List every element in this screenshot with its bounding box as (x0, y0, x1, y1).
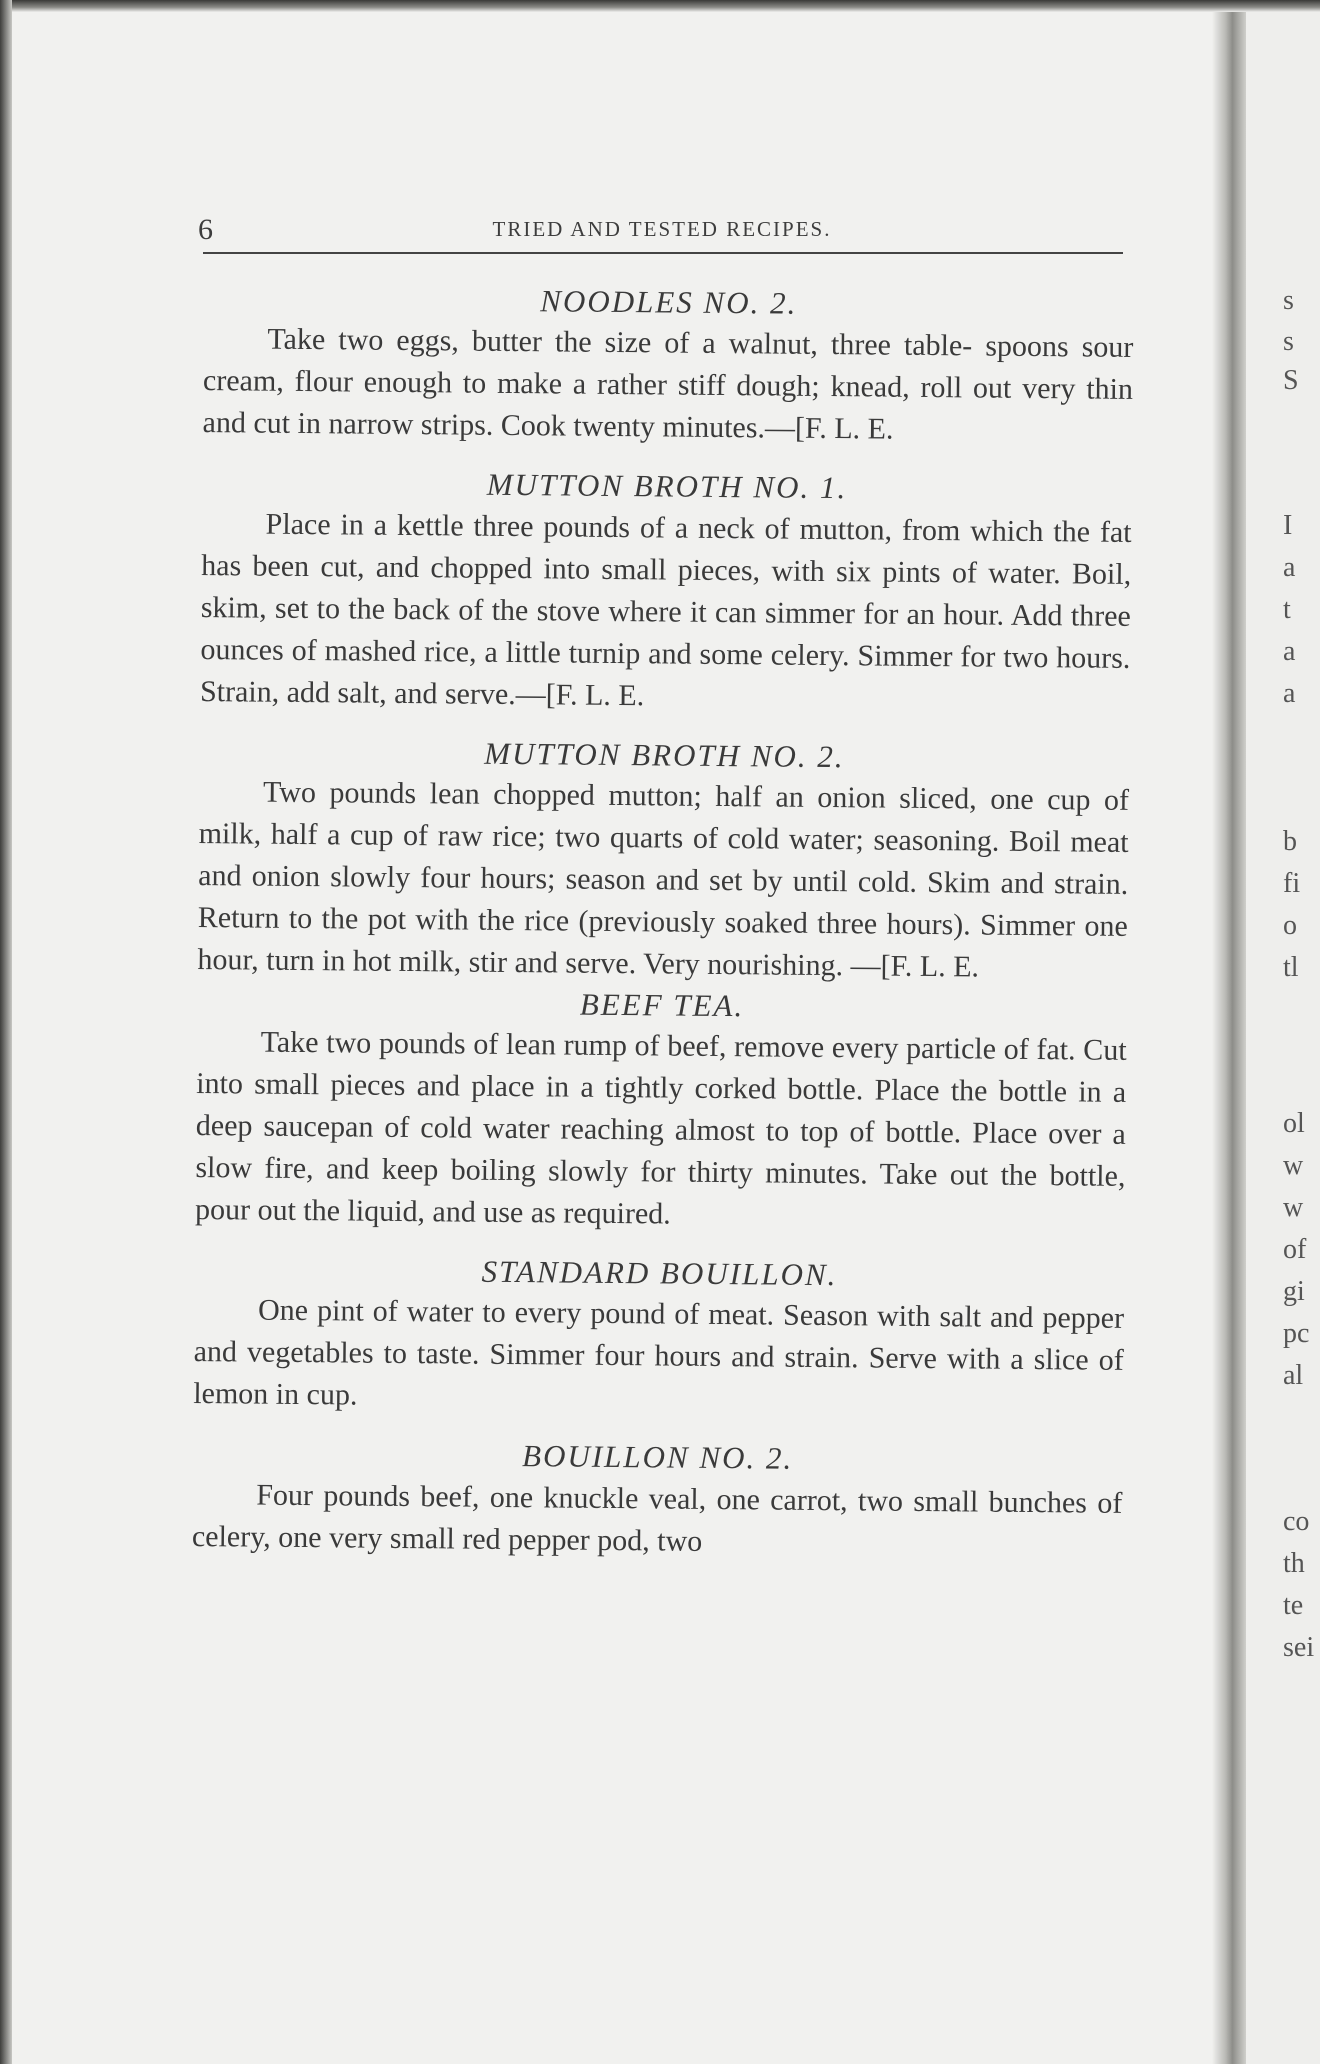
recipe-text-block (192, 278, 1134, 1567)
facing-page-fragment: w (1283, 1192, 1304, 1223)
facing-page-fragment: a (1283, 636, 1296, 667)
facing-page-fragment: tl (1283, 952, 1299, 983)
facing-page-fragment: th (1283, 1548, 1305, 1579)
facing-page-fragment: sei (1283, 1632, 1315, 1663)
page-number: 6 (198, 213, 213, 246)
recipe-title: BEEF TEA. (579, 986, 745, 1024)
book-gutter (1212, 0, 1246, 2064)
facing-page-fragment: al (1283, 1360, 1304, 1391)
recipe-body: Four pounds beef, one knuckle veal, one carrot, two small bunches of celery, one very small red pepper pod, two (191, 1478, 1123, 1558)
recipe-body: Two pounds lean chopped mutton; half an onion sliced, one cup of milk, half a cup of raw rice; two quarts of cold water; seasoning. Boil meat and onion slowly four hours; season and set by until cold. Skim and strain. Return to the pot with the rice (previously soaked three hours). Simmer one hour, turn in hot milk, stir and serve. Very nourishing. —[F. L. E. (197, 775, 1130, 984)
facing-page-fragment: w (1283, 1150, 1304, 1181)
recipe-body: Place in a kettle three pounds of a neck of mutton, from which the fat has been cut, and chopped into small pieces, with six pints of water. Boil, skim, set to the back of the stove where it can simmer for an hour. Add three ounces of mashed rice, a little turnip and some celery. Simmer for two hours. Strain, add salt, and serve.—[F. L. E. (199, 507, 1132, 712)
header-rule (203, 252, 1123, 254)
facing-page-fragment: s (1283, 285, 1294, 316)
facing-page-fragment: te (1283, 1590, 1304, 1621)
facing-page-fragment: of (1283, 1234, 1307, 1265)
scan-top-edge (0, 0, 1320, 12)
scan-left-edge (0, 0, 12, 2064)
facing-page-fragment: a (1283, 552, 1296, 583)
facing-page-fragment: ol (1283, 1108, 1305, 1139)
recipe-body: Take two eggs, butter the size of a walnut, three table- spoons sour cream, flour enough to make a rather stiff dough; knead, roll out very thin and cut in narrow strips. Cook twenty minutes.—[F. L. E. (202, 322, 1134, 446)
facing-page-fragment: S (1283, 365, 1299, 396)
recipe-title: MUTTON BROTH NO. 2. (484, 735, 845, 774)
recipe-body: One pint of water to every pound of meat. Season with salt and pepper and vegetables to taste. Simmer four hours and strain. Serve with a slice of lemon in cup. (193, 1294, 1125, 1413)
recipe-title: NOODLES NO. 2. (540, 283, 798, 321)
facing-page-fragment: pc (1283, 1318, 1310, 1349)
facing-page-fragment: s (1283, 326, 1294, 357)
recipe-title: BOUILLON NO. 2. (521, 1438, 794, 1477)
facing-page-fragment: co (1283, 1506, 1310, 1537)
recipe-title: MUTTON BROTH NO. 1. (486, 467, 848, 506)
facing-page-fragment: o (1283, 910, 1297, 941)
facing-page-fragment: t (1283, 594, 1291, 625)
page-header (198, 205, 1126, 245)
recipe-title: STANDARD BOUILLON. (481, 1253, 838, 1293)
recipe-body: Take two pounds of lean rump of beef, remove every particle of fat. Cut into small pieces and place in a tightly corked bottle. Place the bottle in a deep saucepan of cold water reaching almost to top of bottle. Place over a slow fire, and keep boiling slowly for thirty minutes. Take out the bottle, pour out the liquid, and use as required. (194, 1025, 1127, 1231)
running-head: TRIED AND TESTED RECIPES. (492, 217, 832, 241)
facing-page-fragment: a (1283, 678, 1296, 709)
facing-page-fragment: gi (1283, 1276, 1305, 1307)
facing-page-fragment: fi (1283, 868, 1301, 899)
facing-page-fragment: b (1283, 826, 1297, 857)
facing-page-fragment: I (1283, 510, 1293, 541)
